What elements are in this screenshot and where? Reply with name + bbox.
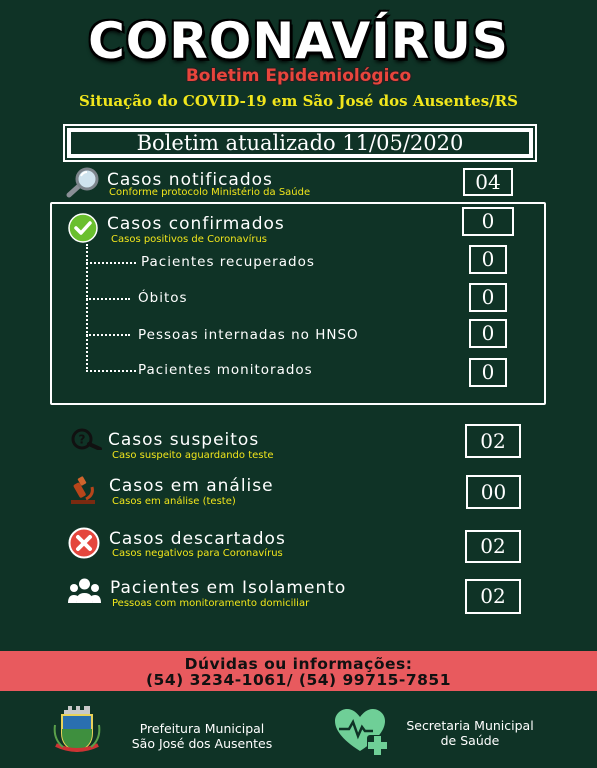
analysis-label: Casos em análise [109, 476, 274, 496]
hospitalized-label: Pessoas internadas no HNSO [138, 327, 359, 343]
update-text: Boletim atualizado 11/05/2020 [136, 131, 464, 155]
hospitalized-value: 0 [469, 319, 507, 348]
health-dept-line2: de Saúde [440, 733, 500, 748]
contact-title: Dúvidas ou informações: [184, 655, 413, 673]
confirmed-value: 0 [462, 207, 514, 236]
discarded-value: 02 [465, 530, 521, 563]
tree-branch [86, 334, 130, 336]
question-icon [69, 428, 103, 450]
people-icon [68, 577, 101, 605]
tree-branch [86, 298, 130, 300]
isolation-sub: Pessoas com monitoramento domiciliar [112, 598, 310, 609]
isolation-value: 02 [465, 579, 521, 614]
suspect-label: Casos suspeitos [108, 430, 260, 450]
city-hall-line1: Prefeitura Municipal [139, 721, 265, 736]
confirmed-label: Casos confirmados [107, 214, 285, 234]
update-banner [67, 128, 533, 158]
page-title: CORONAVÍRUS [88, 12, 509, 70]
discarded-label: Casos descartados [109, 529, 286, 549]
x-circle-icon [68, 527, 100, 559]
contact-banner [0, 651, 597, 691]
checkmark-icon [68, 213, 98, 243]
health-dept-line1: Secretaria Municipal [406, 718, 534, 733]
bulletin-subtitle: Boletim Epidemiológico [185, 66, 412, 86]
notified-label: Casos notificados [107, 170, 273, 190]
city-hall-line2: São José dos Ausentes [131, 736, 273, 751]
deaths-label: Óbitos [138, 290, 188, 306]
magnifier-icon [64, 167, 102, 199]
microscope-icon [68, 475, 100, 505]
recovered-value: 0 [469, 245, 507, 274]
monitored-label: Pacientes monitorados [138, 362, 313, 378]
monitored-value: 0 [469, 358, 507, 387]
isolation-label: Pacientes em Isolamento [110, 578, 347, 598]
svg-text:?: ? [78, 432, 86, 447]
tree-branch [86, 370, 136, 372]
suspect-value: 02 [465, 424, 521, 458]
deaths-value: 0 [469, 283, 507, 312]
recovered-label: Pacientes recuperados [141, 254, 315, 270]
notified-value: 04 [463, 168, 513, 196]
analysis-value: 00 [466, 475, 521, 509]
tree-branch [86, 262, 136, 264]
contact-phones: (54) 3234-1061/ (54) 99715-7851 [145, 671, 452, 689]
confirmed-sub: Casos positivos de Coronavírus [111, 234, 268, 245]
suspect-sub: Caso suspeito aguardando teste [112, 450, 274, 461]
analysis-sub: Casos em análise (teste) [112, 496, 236, 507]
notified-sub: Conforme protocolo Ministério da Saúde [109, 187, 311, 198]
discarded-sub: Casos negativos para Coronavírus [112, 548, 283, 559]
situation-line: Situação do COVID-19 em São José dos Ausentes/RS [79, 92, 518, 110]
coat-of-arms-logo [52, 705, 102, 755]
heart-cross-logo [333, 707, 391, 759]
